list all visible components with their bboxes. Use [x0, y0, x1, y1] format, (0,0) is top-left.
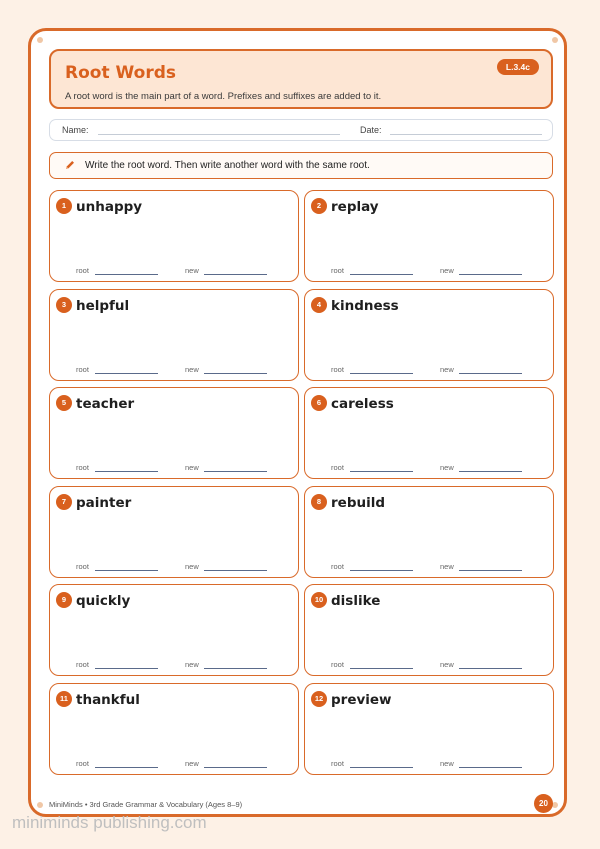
word-card: [304, 289, 554, 381]
date-field[interactable]: [390, 134, 542, 135]
target-word: dislike: [331, 593, 381, 610]
target-word: helpful: [76, 297, 130, 314]
word-card: [49, 683, 299, 775]
target-word: preview: [331, 692, 392, 708]
name-date-row: [49, 119, 553, 141]
word-card: [304, 190, 554, 282]
word-card: [49, 289, 299, 381]
root-answer-line[interactable]: [350, 668, 413, 669]
new-label: new: [440, 266, 454, 275]
new-label: new: [440, 561, 454, 571]
new-answer-line[interactable]: [204, 274, 267, 275]
new-label: new: [440, 463, 454, 473]
new-label: new: [185, 364, 199, 374]
new-answer-line[interactable]: [459, 668, 522, 669]
new-label: new: [185, 660, 199, 670]
corner-dot: [37, 802, 43, 808]
date-label: Date:: [360, 125, 382, 135]
word-card: [49, 584, 299, 676]
root-label: root: [76, 364, 89, 374]
root-label: root: [331, 660, 344, 670]
new-answer-line[interactable]: [204, 767, 267, 768]
new-label: new: [185, 561, 199, 571]
new-label: new: [440, 759, 454, 768]
name-field[interactable]: [98, 134, 340, 135]
word-card: [49, 387, 299, 479]
root-answer-line[interactable]: [350, 373, 413, 374]
watermark: miniminds publishing.com: [12, 813, 207, 832]
standard-badge: L.3.4c: [497, 59, 539, 75]
word-card: [304, 584, 554, 676]
item-number-badge: 11: [56, 691, 72, 707]
root-label: root: [76, 561, 89, 571]
item-number-badge: 1: [56, 198, 72, 214]
new-answer-line[interactable]: [459, 373, 522, 374]
root-answer-line[interactable]: [95, 668, 158, 669]
root-answer-line[interactable]: [350, 767, 413, 768]
root-answer-line[interactable]: [95, 471, 158, 472]
word-card: [49, 190, 299, 282]
root-answer-line[interactable]: [95, 373, 158, 374]
target-word: careless: [331, 396, 394, 413]
target-word: quickly: [76, 593, 131, 610]
root-label: root: [331, 561, 344, 571]
page-number: 20: [534, 794, 553, 813]
instruction-box: [49, 152, 553, 179]
root-label: root: [331, 463, 344, 473]
root-answer-line[interactable]: [350, 471, 413, 472]
worksheet-page: [28, 28, 567, 817]
target-word: painter: [76, 494, 132, 511]
root-answer-line[interactable]: [95, 767, 158, 768]
root-answer-line[interactable]: [350, 570, 413, 571]
target-word: kindness: [331, 297, 399, 314]
new-answer-line[interactable]: [459, 274, 522, 275]
header-banner: [49, 49, 553, 109]
instruction-text: Write the root word. Then write another word with the same root.: [85, 160, 370, 171]
new-answer-line[interactable]: [204, 668, 267, 669]
new-label: new: [440, 364, 454, 374]
name-label: Name:: [62, 125, 89, 135]
new-answer-line[interactable]: [204, 570, 267, 571]
item-number-badge: 3: [56, 297, 72, 313]
root-label: root: [331, 364, 344, 374]
word-card: [304, 486, 554, 578]
target-word: teacher: [76, 396, 135, 413]
root-answer-line[interactable]: [350, 274, 413, 275]
item-number-badge: 7: [56, 494, 72, 510]
item-number-badge: 12: [311, 691, 327, 707]
item-number-badge: 9: [56, 592, 72, 608]
root-label: root: [331, 759, 344, 768]
root-label: root: [76, 759, 89, 768]
item-number-badge: 10: [311, 592, 327, 608]
new-label: new: [185, 759, 199, 768]
pencil-icon: [64, 159, 76, 171]
new-answer-line[interactable]: [459, 471, 522, 472]
corner-dot: [37, 37, 43, 43]
word-card: [304, 387, 554, 479]
root-label: root: [331, 266, 344, 275]
word-card: [49, 486, 299, 578]
item-number-badge: 5: [56, 395, 72, 411]
target-word: replay: [331, 199, 379, 215]
new-answer-line[interactable]: [204, 373, 267, 374]
word-card: [304, 683, 554, 775]
page-subtitle: A root word is the main part of a word. Prefixes and suffixes are added to it.: [65, 91, 382, 102]
root-label: root: [76, 266, 89, 275]
root-answer-line[interactable]: [95, 570, 158, 571]
new-label: new: [440, 660, 454, 670]
page-title: Root Words: [65, 63, 176, 83]
new-answer-line[interactable]: [459, 570, 522, 571]
item-number-badge: 2: [311, 198, 327, 214]
new-answer-line[interactable]: [459, 767, 522, 768]
target-word: thankful: [76, 692, 140, 708]
root-label: root: [76, 660, 89, 670]
footer-text: MiniMinds • 3rd Grade Grammar & Vocabulary (Ages 8–9): [49, 800, 243, 809]
target-word: unhappy: [76, 199, 143, 215]
root-answer-line[interactable]: [95, 274, 158, 275]
corner-dot: [552, 37, 558, 43]
new-label: new: [185, 463, 199, 473]
root-label: root: [76, 463, 89, 473]
new-answer-line[interactable]: [204, 471, 267, 472]
item-number-badge: 6: [311, 395, 327, 411]
target-word: rebuild: [331, 494, 386, 511]
item-number-badge: 4: [311, 297, 327, 313]
item-number-badge: 8: [311, 494, 327, 510]
new-label: new: [185, 266, 199, 275]
